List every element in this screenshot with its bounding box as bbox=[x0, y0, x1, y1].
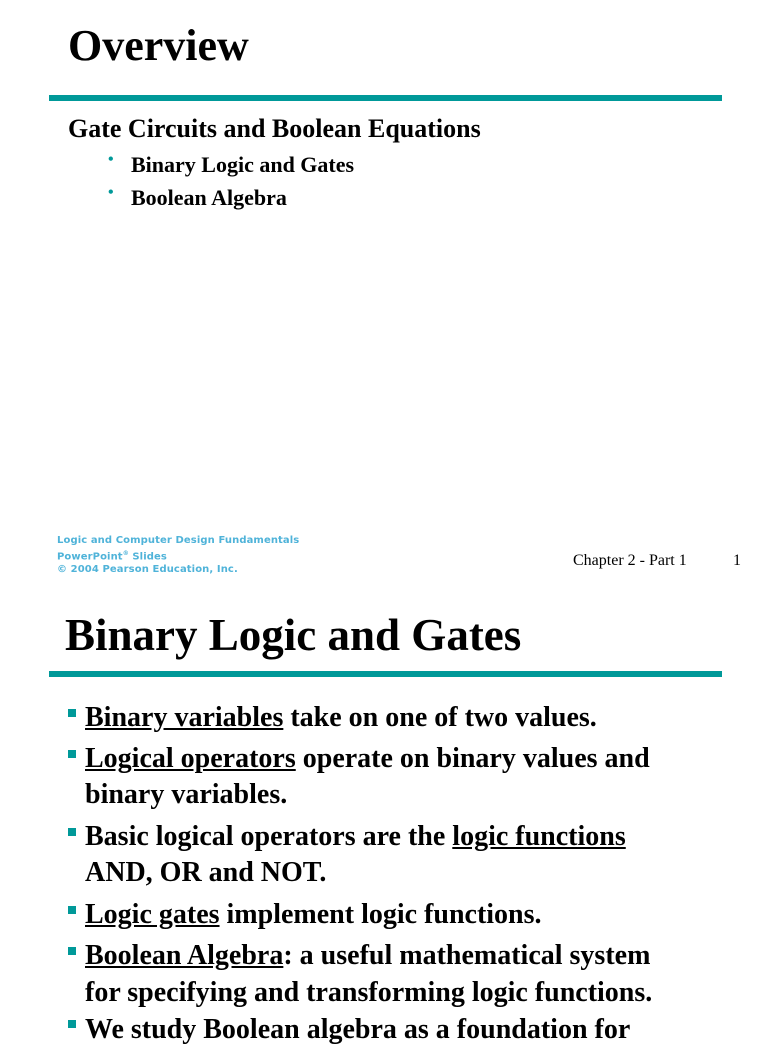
term: Boolean Algebra bbox=[85, 940, 284, 971]
title-divider bbox=[49, 95, 722, 101]
logo-line: Logic and Computer Design Fundamentals bbox=[57, 535, 300, 546]
bullet-text-partial: We study Boolean algebra as a foundation for bbox=[85, 1014, 631, 1045]
bullet-text-continued: AND, OR and NOT. bbox=[85, 857, 327, 888]
bullet-text-continued: binary variables. bbox=[85, 779, 288, 810]
term: Logical operators bbox=[85, 743, 296, 774]
slide-title: Overview bbox=[68, 21, 249, 70]
logo-line: © 2004 Pearson Education, Inc. bbox=[57, 564, 238, 576]
bullet-text: Logical operators operate on binary values and bbox=[85, 743, 650, 774]
page-number: 1 bbox=[733, 552, 741, 569]
square-bullet-icon bbox=[68, 709, 76, 717]
term: Binary variables bbox=[85, 702, 284, 733]
bullet-text: Logic gates implement logic functions. bbox=[85, 899, 542, 930]
section-heading: Gate Circuits and Boolean Equations bbox=[68, 114, 481, 143]
logo-line: PowerPoint® Slides bbox=[57, 550, 167, 563]
term: Logic gates bbox=[85, 899, 220, 930]
square-bullet-icon bbox=[68, 828, 76, 836]
bullet-dot-icon: • bbox=[108, 184, 114, 201]
square-bullet-icon bbox=[68, 1020, 76, 1028]
square-bullet-icon bbox=[68, 906, 76, 914]
bullet-text: Binary variables take on one of two values. bbox=[85, 702, 597, 733]
footer-chapter: Chapter 2 - Part 1 bbox=[573, 552, 687, 569]
bullet-text-continued: for specifying and transforming logic functions. bbox=[85, 977, 653, 1008]
list-item-text: Boolean Algebra bbox=[131, 185, 287, 210]
bullet-dot-icon: • bbox=[108, 151, 114, 168]
square-bullet-icon bbox=[68, 750, 76, 758]
publisher-logo bbox=[57, 534, 299, 576]
square-bullet-icon bbox=[68, 947, 76, 955]
bullet-text: Boolean Algebra: a useful mathematical system bbox=[85, 940, 651, 971]
title-divider bbox=[49, 671, 722, 677]
list-item-text: Binary Logic and Gates bbox=[131, 152, 355, 177]
bullet-text: Basic logical operators are the logic functions bbox=[85, 821, 626, 852]
slide-binary-logic bbox=[0, 590, 768, 1045]
slide-title: Binary Logic and Gates bbox=[65, 610, 522, 660]
term: logic functions bbox=[452, 821, 626, 852]
